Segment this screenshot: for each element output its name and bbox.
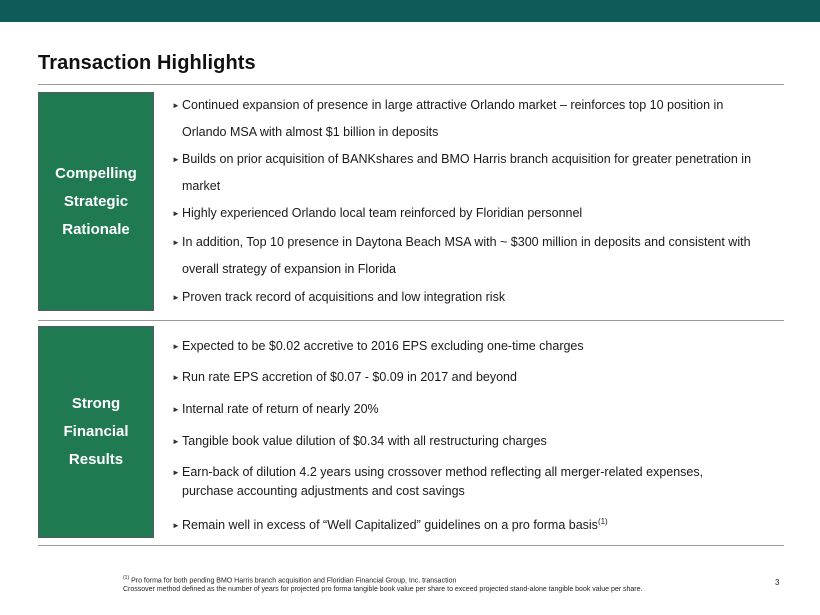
triangle-bullet-icon: ► — [172, 209, 180, 218]
triangle-bullet-icon: ► — [172, 468, 180, 477]
bullet-item: ► Continued expansion of presence in large attractive Orlando market – reinforces top 10 position in Orlando MSA with almost $1 billion in deposits — [172, 92, 784, 146]
bullet-item: ► In addition, Top 10 presence in Daytona Beach MSA with ~ $300 million in deposits and consistent with overall strategy of expansion in Florida — [172, 229, 784, 283]
triangle-bullet-icon: ► — [172, 293, 180, 302]
section-box-financial-results — [38, 326, 154, 538]
triangle-bullet-icon: ► — [172, 373, 180, 382]
footnotes — [123, 574, 642, 594]
page-title: Transaction Highlights — [38, 52, 256, 74]
section-divider — [38, 320, 784, 321]
bullet-item: ► Earn-back of dilution 4.2 years using crossover method reflecting all merger-related expenses, purchase accounting adjustments and cost savings — [172, 465, 704, 498]
bullet-item: ► Internal rate of return of nearly 20% — [172, 396, 784, 423]
footnote-marker: (1) — [123, 575, 130, 581]
footnote-marker: (1) — [597, 517, 608, 526]
page-number: 3 — [775, 578, 780, 587]
footnote-line-1: Pro forma for both pending BMO Harris branch acquisition and Floridian Financial Group, Inc. transaction — [131, 577, 457, 585]
triangle-bullet-icon: ► — [172, 238, 180, 247]
triangle-bullet-icon: ► — [172, 101, 180, 110]
title-divider — [38, 84, 784, 85]
footnote-line-2: Crossover method defined as the number of years for projected pro forma tangible book value per share to exceed projected stand-alone tangible book value per share. — [123, 586, 643, 594]
bullet-item: ► Run rate EPS accretion of $0.07 - $0.09 in 2017 and beyond — [172, 364, 784, 391]
section-label: Compelling Strategic Rationale — [55, 164, 137, 238]
section-box-strategic-rationale — [38, 92, 154, 311]
bullet-item: ► Expected to be $0.02 accretive to 2016 EPS excluding one-time charges — [172, 333, 784, 360]
bullet-item: ► Tangible book value dilution of $0.34 with all restructuring charges — [172, 428, 784, 455]
triangle-bullet-icon: ► — [172, 521, 180, 530]
section-label: Strong Financial Results — [63, 395, 129, 468]
triangle-bullet-icon: ► — [172, 155, 180, 164]
bullet-item: ► Proven track record of acquisitions and low integration risk — [172, 284, 784, 311]
bottom-divider — [38, 545, 784, 546]
triangle-bullet-icon: ► — [172, 342, 180, 351]
bullet-item: ► Builds on prior acquisition of BANKshares and BMO Harris branch acquisition for greater penetration in market — [172, 146, 784, 200]
top-banner — [0, 0, 820, 22]
triangle-bullet-icon: ► — [172, 405, 180, 414]
bullet-item: ► Remain well in excess of “Well Capitalized” guidelines on a pro forma basis$^{(1)}$ — [172, 508, 784, 539]
bullet-item: ► Highly experienced Orlando local team reinforced by Floridian personnel — [172, 200, 784, 227]
triangle-bullet-icon: ► — [172, 437, 180, 446]
